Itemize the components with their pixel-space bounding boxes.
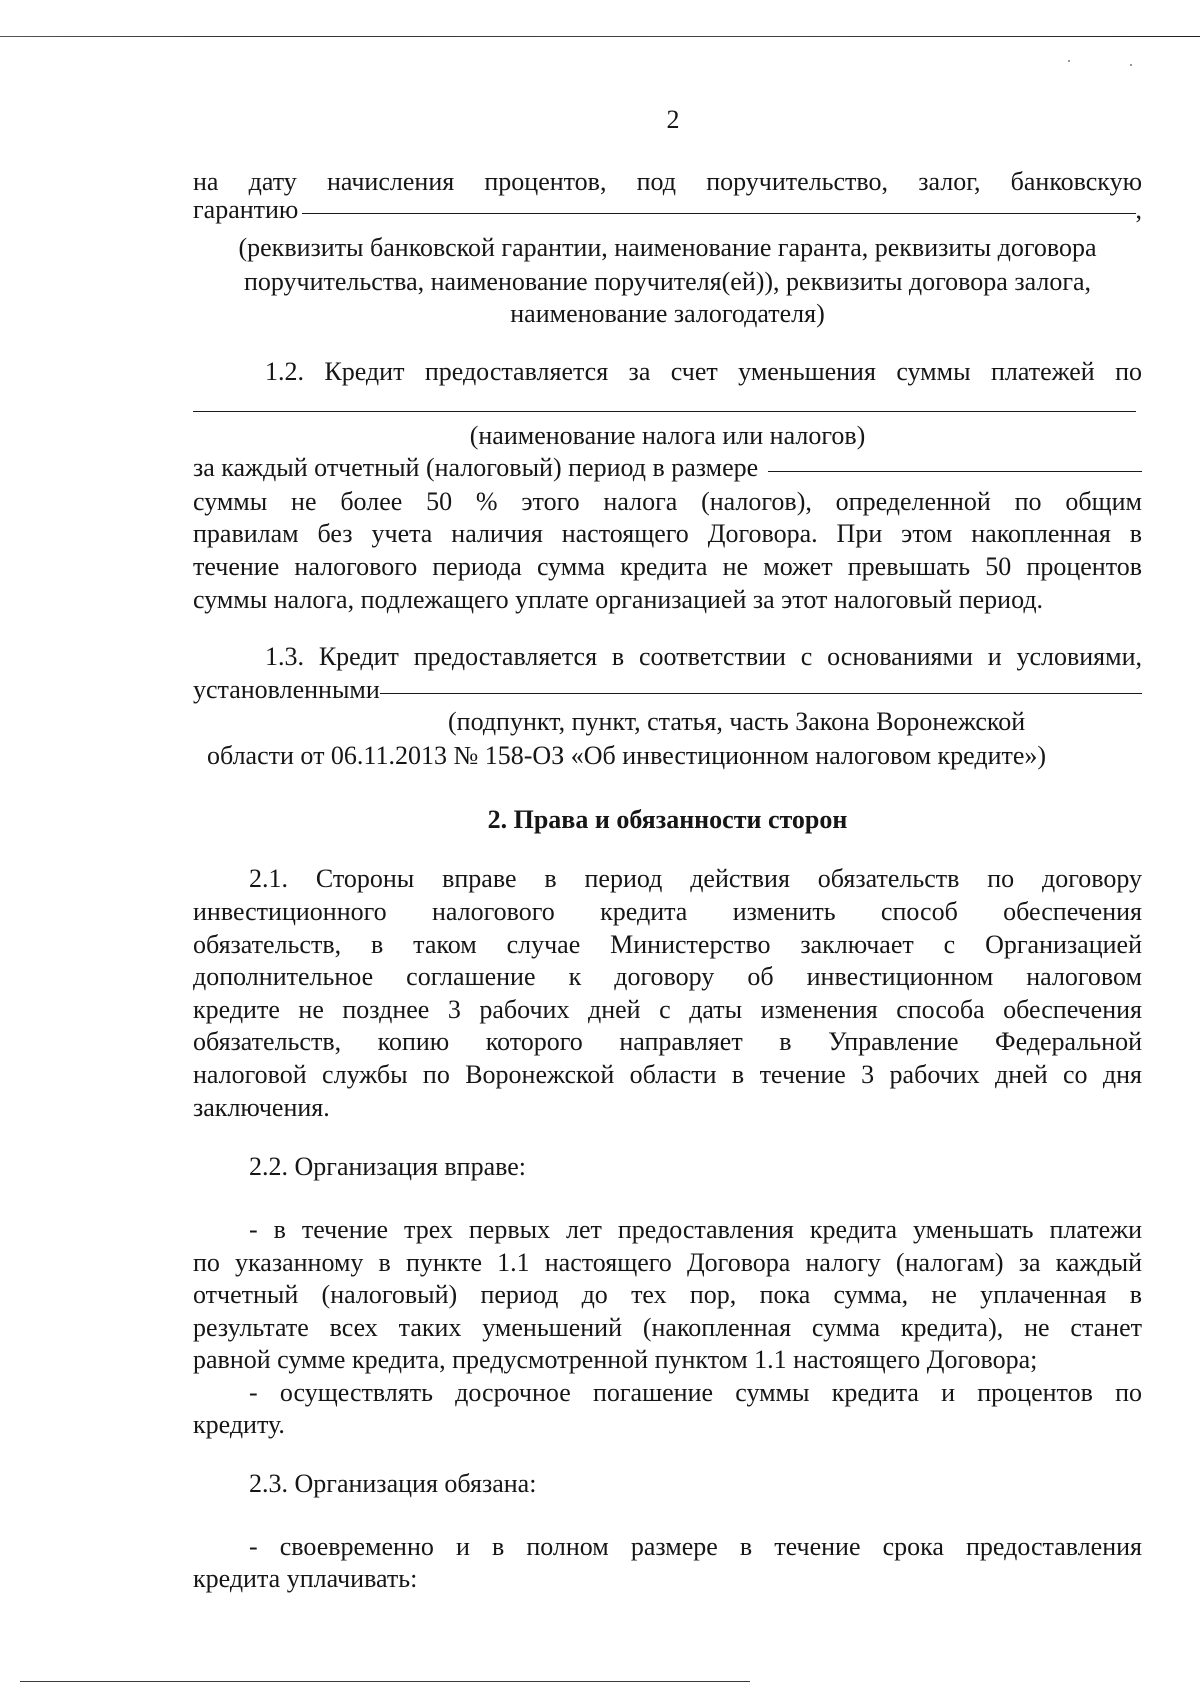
page-number: 2 [666, 105, 680, 134]
caption-line: (наименование налога или налогов) [469, 421, 866, 450]
paragraph-first-line: 2.1. Стороны вправе в период действия обязательств по договору [249, 864, 1142, 893]
caption-line: наименование залогодателя) [510, 299, 825, 328]
text-line: равной сумме кредита, предусмотренной пунктом 1.1 настоящего Договора; [193, 1345, 1038, 1374]
section-heading: 2. Права и обязанности сторон [487, 805, 848, 834]
caption-line: (реквизиты банковской гарантии, наименование гаранта, реквизиты договора [238, 233, 1097, 262]
text-line-with-blank [193, 194, 1142, 226]
paragraph-first-line: 2.3. Организация обязана: [249, 1469, 537, 1498]
blank-rule [193, 411, 1136, 412]
text-line: кредите не позднее 3 рабочих дней с даты изменения способа обеспечения [193, 995, 1142, 1024]
scan-bottom-border [20, 1681, 750, 1682]
text-line-with-blank [193, 452, 1142, 484]
blank-field [380, 693, 1142, 694]
text-line: налоговой службы по Воронежской области в течение 3 рабочих дней со дня [193, 1060, 1142, 1089]
paragraph-first-line: 1.3. Кредит предоставляется в соответствии с основаниями и условиями, [265, 642, 1142, 671]
text-line: кредиту. [193, 1410, 285, 1439]
text-line: заключения. [193, 1093, 330, 1122]
text-line: дополнительное соглашение к договору об инвестиционном налоговом [193, 962, 1142, 991]
scan-top-border [0, 36, 1200, 37]
text-line: правилам без учета наличия настоящего Договора. При этом накопленная в [193, 519, 1142, 548]
text-line: на дату начисления процентов, под поручительство, залог, банковскую [193, 167, 1142, 196]
text-line: течение налогового периода сумма кредита не может превышать 50 процентов [193, 552, 1142, 581]
paragraph-first-line: 2.2. Организация вправе: [249, 1152, 527, 1181]
text-line: обязательств, в таком случае Министерство заключает с Организацией [193, 930, 1142, 959]
text-line: по указанному в пункте 1.1 настоящего Договора налогу (налогам) за каждый [193, 1248, 1142, 1277]
text-line: отчетный (налоговый) период до тех пор, пока сумма, не уплаченная в [193, 1280, 1142, 1309]
text-line: суммы налога, подлежащего уплате организацией за этот налоговый период. [193, 585, 1044, 614]
text-line: инвестиционного налогового кредита изменить способ обеспечения [193, 897, 1142, 926]
scan-speck [1130, 64, 1132, 66]
blank-field [302, 213, 1135, 214]
blank-field [768, 471, 1142, 472]
text-line: обязательств, копию которого направляет в Управление Федеральной [193, 1027, 1142, 1056]
text-fragment: , [1135, 195, 1142, 224]
scan-speck [1068, 60, 1070, 62]
paragraph-first-line: 1.2. Кредит предоставляется за счет уменьшения суммы платежей по [265, 357, 1142, 386]
text-fragment: за каждый отчетный (налоговый) период в размере [193, 453, 759, 482]
text-line: кредита уплачивать: [193, 1564, 418, 1593]
caption-line: поручительства, наименование поручителя(ей)), реквизиты договора залога, [243, 267, 1092, 296]
text-line: суммы не более 50 % этого налога (налогов), определенной по общим [193, 487, 1142, 516]
caption-line: области от 06.11.2013 № 158-ОЗ «Об инвестиционном налоговом кредите») [207, 741, 1047, 770]
text-line-with-blank [193, 674, 1142, 706]
text-line: результате всех таких уменьшений (накопленная сумма кредита), не станет [193, 1313, 1142, 1342]
list-item-first-line: - в течение трех первых лет предоставления кредита уменьшать платежи [249, 1215, 1142, 1244]
caption-line: (подпункт, пункт, статья, часть Закона Воронежской [448, 707, 1026, 736]
text-fragment: установленными [193, 675, 380, 704]
text-fragment: гарантию [193, 195, 299, 224]
list-item-first-line: - осуществлять досрочное погашение суммы кредита и процентов по [249, 1378, 1142, 1407]
list-item-first-line: - своевременно и в полном размере в течение срока предоставления [249, 1532, 1142, 1561]
